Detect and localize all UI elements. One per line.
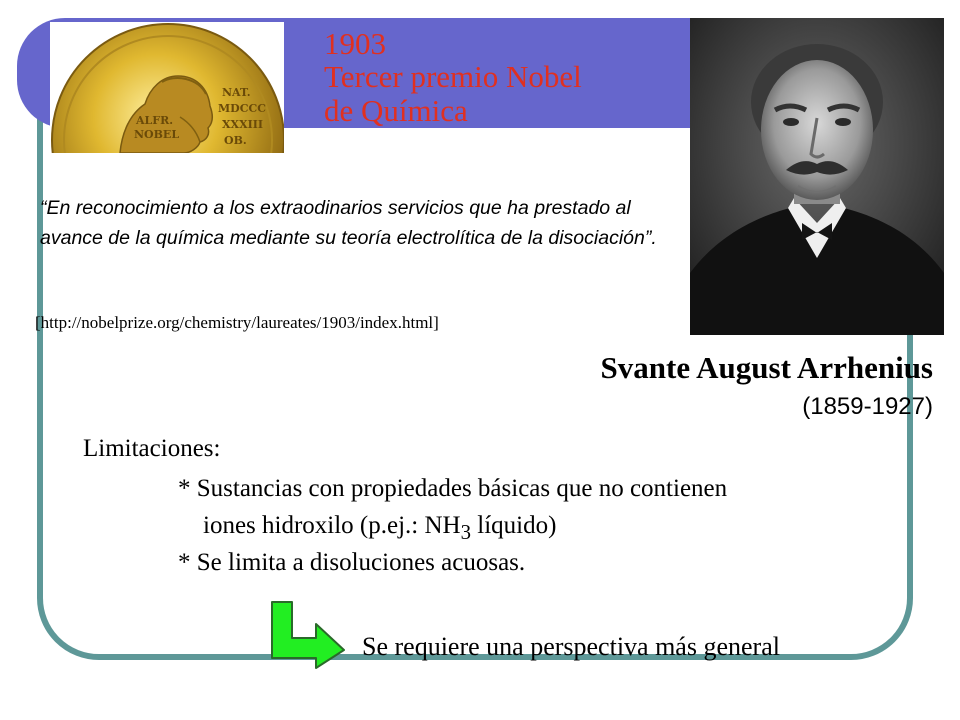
svg-text:OB.: OB.	[224, 134, 247, 147]
title-line-3: de Química	[324, 92, 468, 128]
limitation-item-2: * Se limita a disoluciones acuosas.	[178, 549, 526, 576]
conclusion-text: Se requiere una perspectiva más general	[362, 632, 780, 661]
medal-inscription-left: ALFR.	[136, 114, 174, 127]
title-year: 1903	[324, 26, 386, 61]
nobel-medal-image	[50, 22, 284, 153]
svg-text:XXXIII: XXXIII	[222, 118, 264, 131]
reference-link[interactable]: [http://nobelprize.org/chemistry/laureates/1903/index.html]	[35, 313, 439, 332]
svg-text:NOBEL: NOBEL	[134, 128, 180, 141]
svg-text:NAT.: NAT.	[222, 86, 251, 99]
title-line-2: Tercer premio Nobel	[324, 59, 582, 95]
laureate-dates: (1859-1927)	[802, 393, 933, 420]
green-bent-arrow-icon	[270, 600, 350, 675]
svg-text:MDCCC: MDCCC	[218, 102, 266, 115]
limitation-item-1: * Sustancias con propiedades básicas que no contienen	[178, 475, 728, 502]
portrait-photo	[690, 18, 944, 335]
nobel-citation-quote: “En reconocimiento a los extraodinarios servicios que ha prestado al avance de la química mediante su teoría electrolítica de la disociación”.	[40, 197, 657, 249]
page-title	[324, 27, 582, 127]
limitation-text: iones hidroxilo (p.ej.: NH	[203, 512, 461, 539]
limitations-heading: Limitaciones:	[83, 435, 221, 462]
subscript-3: 3	[460, 520, 472, 544]
laureate-name: Svante August Arrhenius	[600, 350, 933, 385]
limitation-text-end: líquido)	[471, 512, 557, 539]
limitation-item-1-continued	[203, 512, 556, 545]
